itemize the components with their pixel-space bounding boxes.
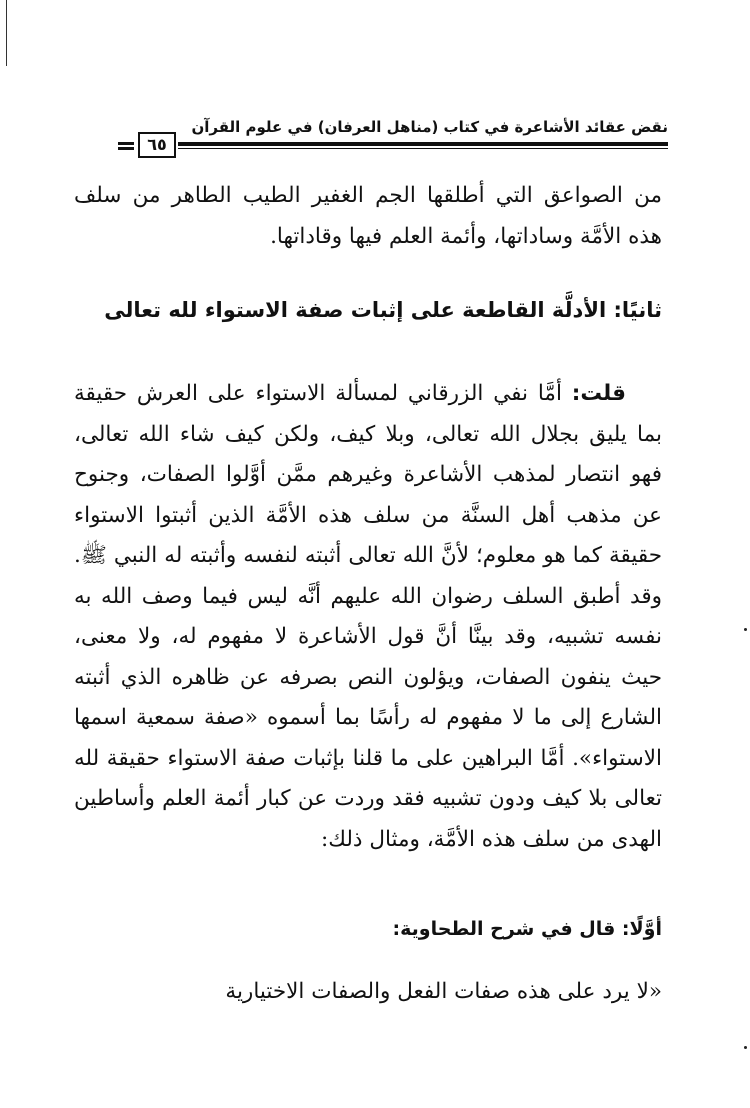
- running-title: نقض عقائد الأشاعرة في كتاب (مناهل العرفان) في علوم القرآن: [191, 118, 668, 136]
- margin-line: [6, 0, 7, 66]
- page-number: ٦٥: [138, 132, 176, 158]
- scan-mark: [744, 1046, 747, 1049]
- quote-paragraph: «لا يرد على هذه صفات الفعل والصفات الاختيارية: [225, 979, 662, 1004]
- section-heading: ثانيًا: الأدلَّة القاطعة على إثبات صفة الاستواء لله تعالى: [104, 298, 662, 322]
- scan-mark: [744, 628, 747, 631]
- paragraph-body: أمَّا نفي الزرقاني لمسألة الاستواء على العرش حقيقة بما يليق بجلال الله تعالى، وبلا كيف، ولكن كيف شاء الله تعالى، فهو انتصار لمذهب الأشاعرة وغيرهم ممَّن أوَّلوا الصفات، وجنوح عن مذهب أهل السنَّة من سلف هذه الأمَّة الذين أثبتوا الاستواء حقيقة كما هو معلوم؛ لأنَّ الله تعالى أثبته لنفسه وأثبته له النبي ﷺ. وقد أطبق السلف رضوان الله عليهم أنَّه ليس فيما وصف الله به نفسه تشبيه، وقد بينَّا أنَّ قول الأشاعرة لا مفهوم له، ولا معنى، حيث ينفون الصفات، ويؤلون النص بصرفه عن ظاهره الذي أثبته الشارع إلى ما لا مفهوم له رأسًا بما أسموه «صفة سمعية اسمها الاستواء». أمَّا البراهين على ما قلنا بإثبات صفة الاستواء حقيقة لله تعالى بلا كيف ودون تشبيه فقد وردت عن كبار أئمة العلم وأساطين الهدى من سلف هذه الأمَّة، ومثال ذلك:: [74, 381, 662, 852]
- header-rule: [178, 142, 668, 149]
- main-paragraph: [74, 374, 662, 860]
- intro-paragraph: من الصواعق التي أطلقها الجم الغفير الطيب الطاهر من سلف هذه الأمَّة وساداتها، وأئمة العلم فيها وقاداتها.: [74, 183, 662, 249]
- sub-heading: أوَّلًا: قال في شرح الطحاوية:: [392, 918, 662, 940]
- paragraph-lead: قلت:: [571, 381, 626, 406]
- page-header: [118, 118, 668, 158]
- header-rule-left: [118, 142, 134, 152]
